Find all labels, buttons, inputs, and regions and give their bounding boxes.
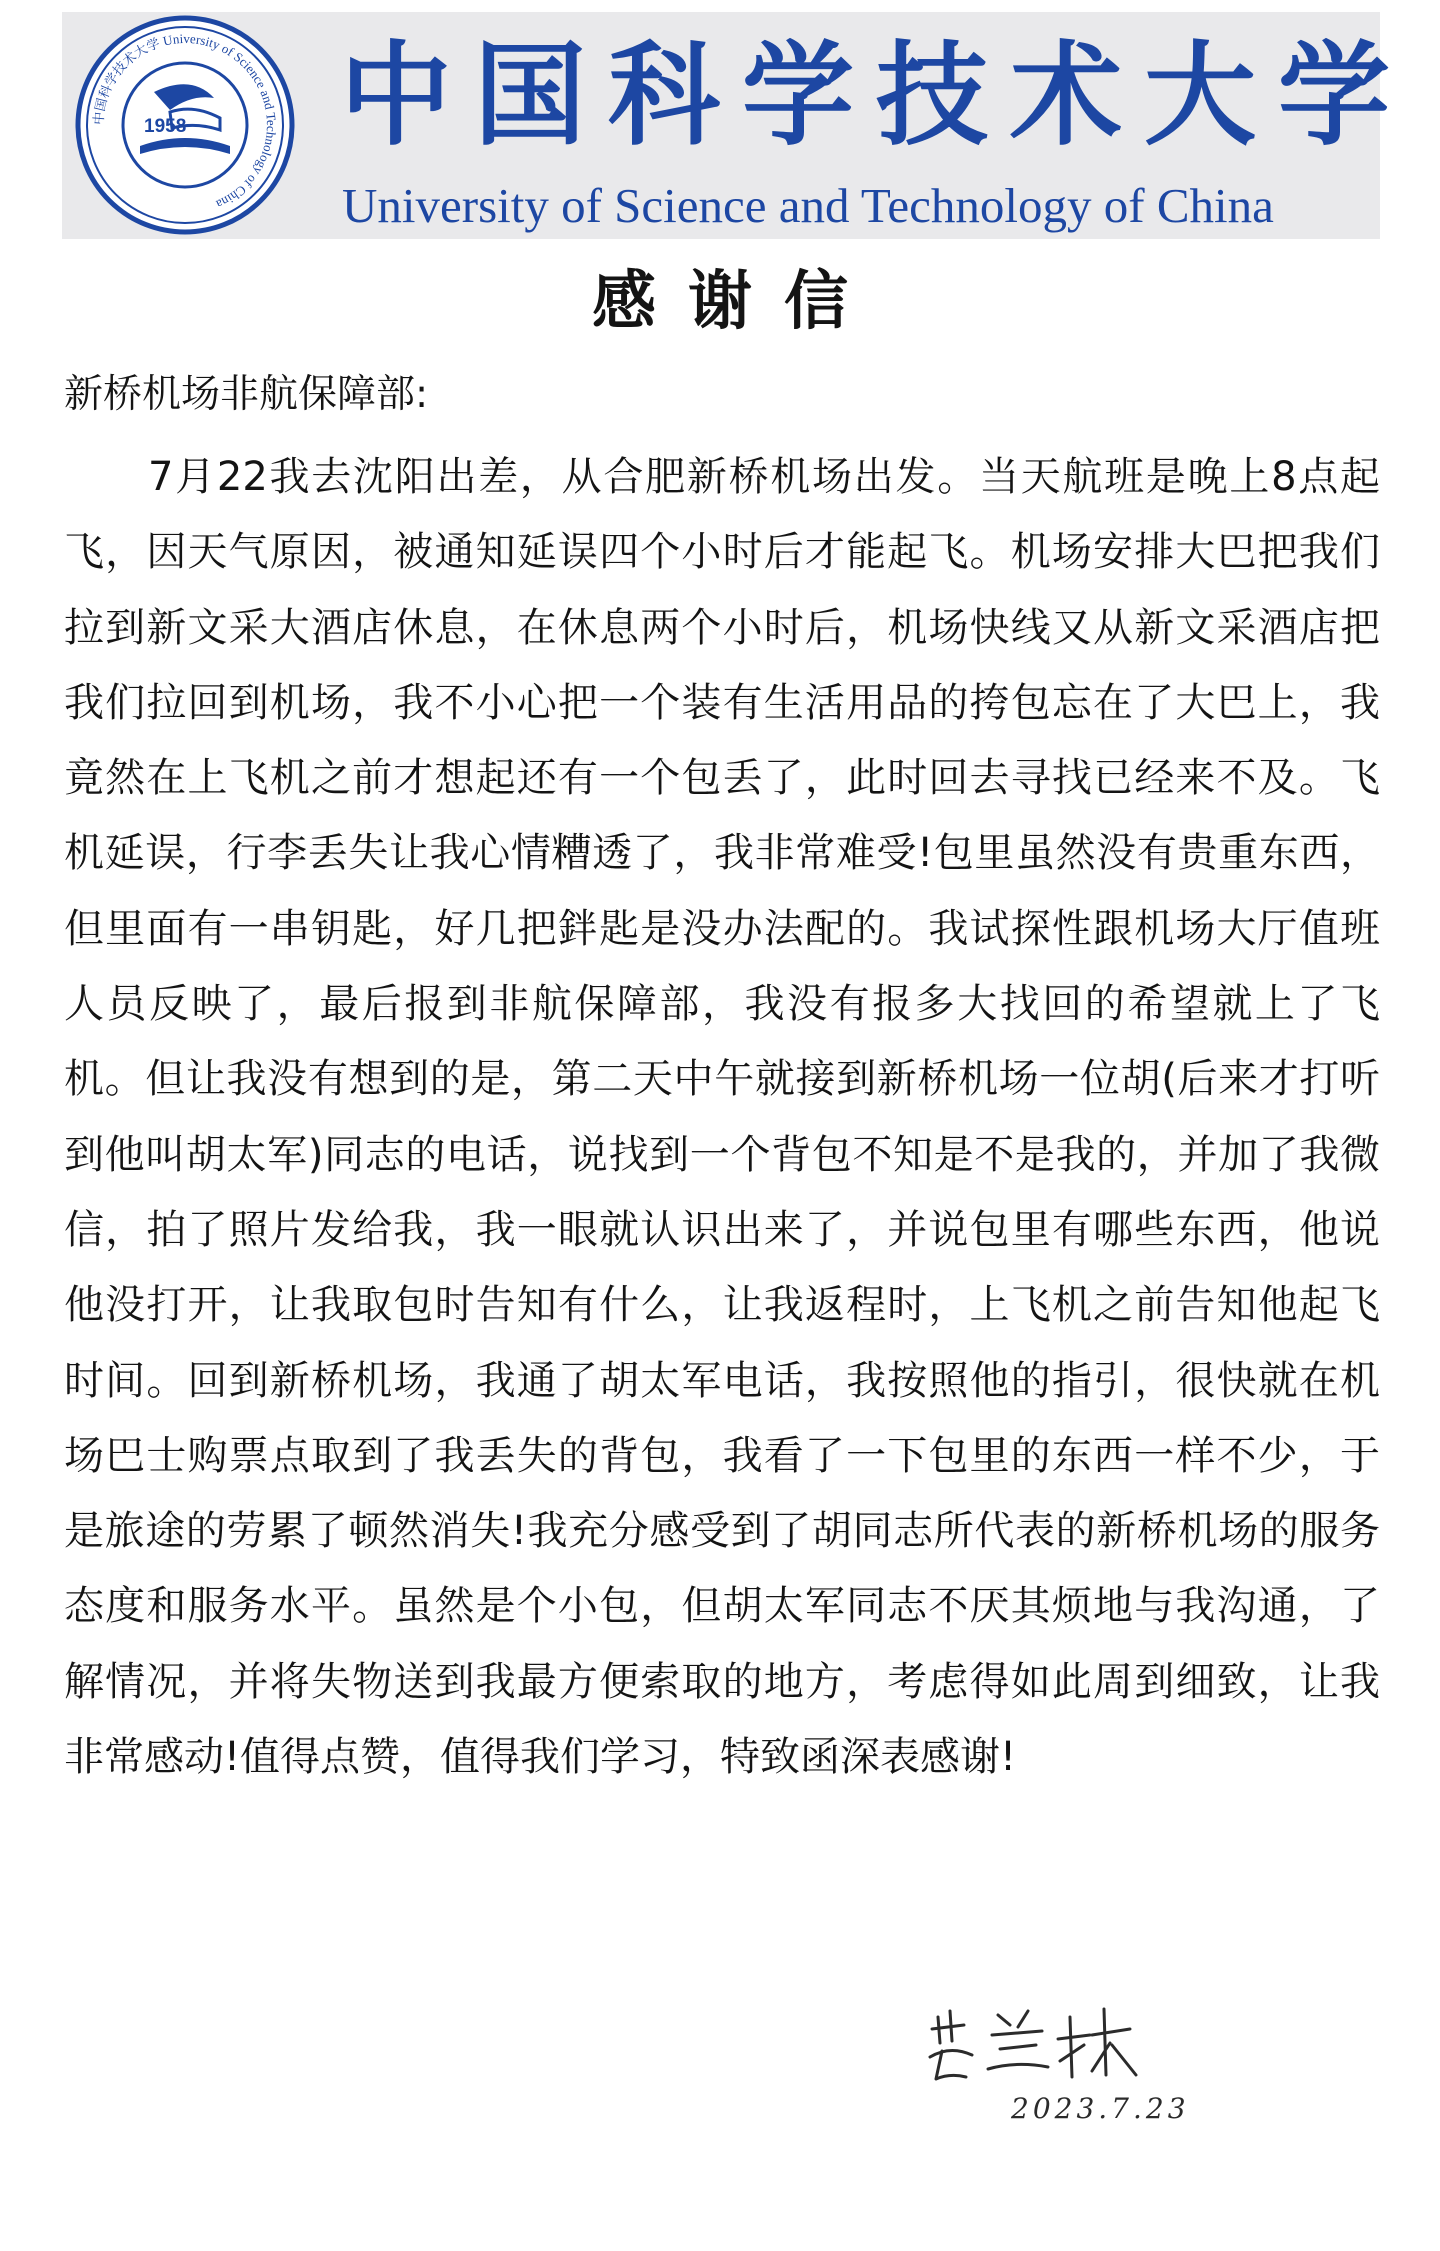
university-name-chinese: 中国科学技术大学 xyxy=(340,30,1412,161)
letter-salutation: 新桥机场非航保障部: xyxy=(64,372,429,417)
letter-body: 7月22我去沈阳出差，从合肥新桥机场出发。当天航班是晚上8点起飞，因天气原因，被通知延误四个小时后才能起飞。机场安排大巴把我们拉到新文采大酒店休息，在休息两个小时后，机场快线又从新文采酒店把我们拉回到机场，我不小心把一个装有生活用品的挎包忘在了大巴上，我竟然在上飞机之前才想起还有一个包丢了，此时回去寻找已经来不及。飞机延误，行李丢失让我心情糟透了，我非常难受!包里虽然没有贵重东西，但里面有一串钥匙，好几把鉡匙是没办法配的。我试探性跟机场大厅值班人员反映了，最后报到非航保障部，我没有报多大找回的希望就上了飞机。但让我没有想到的是，第二天中午就接到新桥机场一位胡(后来才打听到他叫胡太军)同志的电话，说找到一个背包不知是不是我的，并加了我微信，拍了照片发给我，我一眼就认识出来了，并说包里有哪些东西，他说他没打开，让我取包时告知有什么，让我返程时，上飞机之前告知他起飞时间。回到新桥机场，我通了胡太军电话，我按照他的指引，很快就在机场巴士购票点取到了我丢失的背包，我看了一下包里的东西一样不少，于是旅途的劳累了顿然消失!我充分感受到了胡同志所代表的新桥机场的服务态度和服务水平。虽然是个小包，但胡太军同志不厌其烦地与我沟通，了解情况，并将失物送到我最方便索取的地方，考虑得如此周到细致，让我非常感动!值得点赞，值得我们学习，特致函深表感谢! xyxy=(64,454,1380,1781)
seal-year: 1958 xyxy=(144,116,187,137)
letter-title: 感谢信 xyxy=(592,265,880,339)
university-seal xyxy=(74,14,296,236)
university-name-english: University of Science and Technology of China xyxy=(342,178,1274,233)
handwritten-date xyxy=(1005,2080,1205,2130)
seal-ring-text: 中国科学技术大学 University of Science and Technology of China xyxy=(90,30,280,213)
signature-date-text: 2023.7.23 xyxy=(1011,2092,1190,2125)
letterhead-banner xyxy=(62,12,1412,239)
